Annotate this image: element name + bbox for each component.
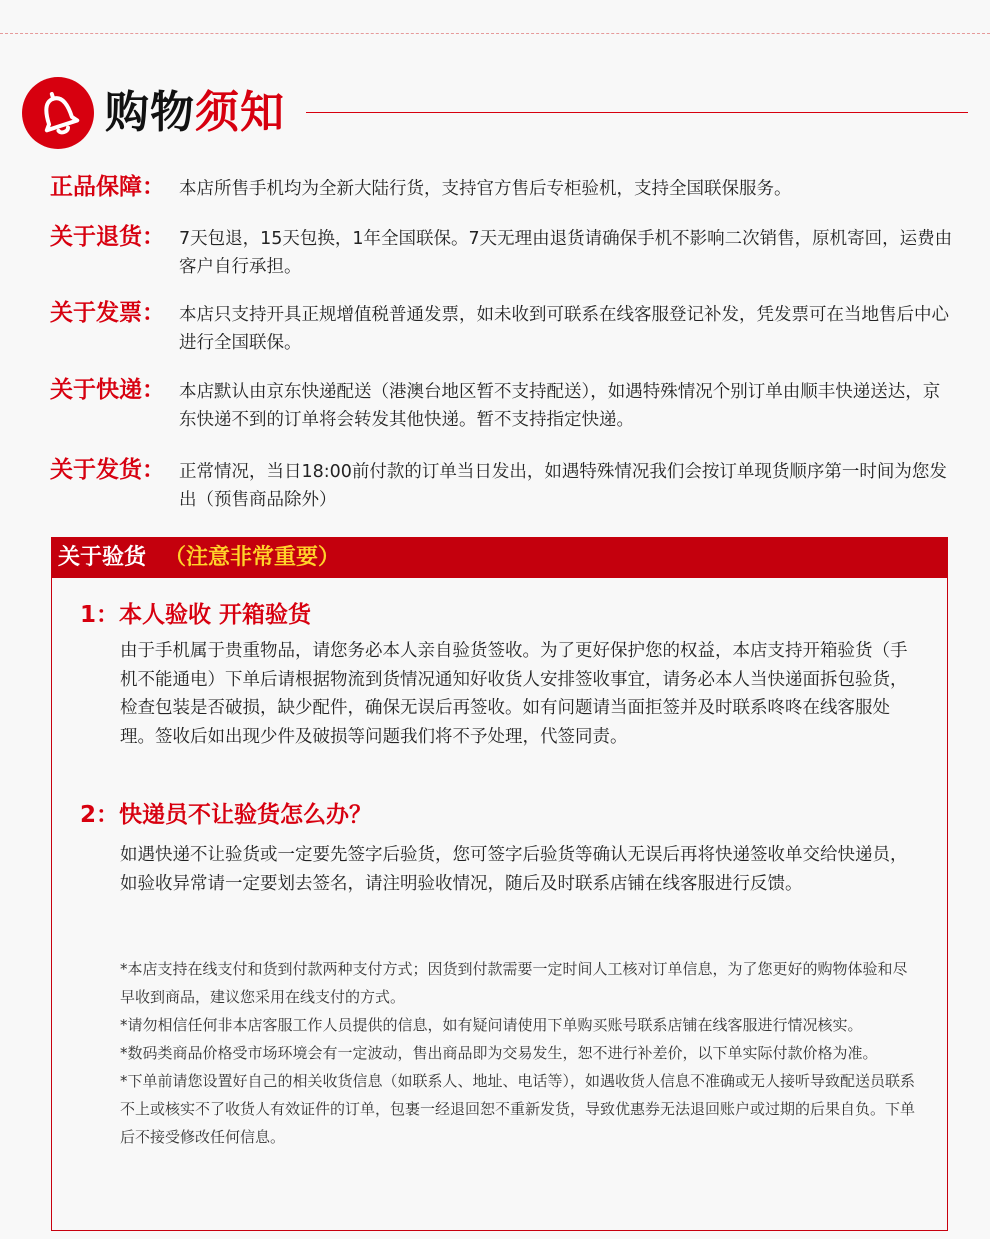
policy-text: 7天包退，15天包换，1年全国联保。7天无理由退货请确保手机不影响二次销售，原机寄回，运费由客户自行承担。 bbox=[179, 229, 953, 277]
inspection-heading: 关于验货 bbox=[58, 545, 147, 570]
title-black-part: 购物 bbox=[105, 87, 195, 138]
top-dashed-divider bbox=[0, 33, 990, 34]
policy-label: 关于发货： bbox=[50, 457, 165, 483]
policy-label: 关于发票： bbox=[50, 300, 165, 326]
policy-text: 正常情况，当日18:00前付款的订单当日发出，如遇特殊情况我们会按订单现货顺序第一时间为您发出（预售商品除外） bbox=[179, 462, 947, 510]
policy-label: 关于退货： bbox=[50, 224, 165, 250]
section-body-courier-refuses: 如遇快递不让验货或一定要先签字后验货，您可签字后验货等确认无误后再将快递签收单交给快递员，如验收异常请一定要划去签名，请注明验收情况，随后及时联系店铺在线客服进行反馈。 bbox=[120, 845, 908, 894]
policy-text: 本店所售手机均为全新大陆行货，支持官方售后专柜验机，支持全国联保服务。 bbox=[179, 179, 792, 199]
policy-label: 关于快递： bbox=[50, 377, 165, 403]
page-header bbox=[22, 77, 968, 149]
policy-label: 正品保障： bbox=[50, 174, 165, 200]
section-title-courier-refuses: 2：快递员不让验货怎么办？ bbox=[80, 802, 373, 828]
policy-text: 本店只支持开具正规增值税普通发票，如未收到可联系在线客服登记补发，凭发票可在当地售后中心进行全国联保。 bbox=[179, 305, 949, 353]
notes-list bbox=[120, 955, 922, 1151]
inspection-header-bar bbox=[52, 538, 947, 578]
title-red-part: 须知 bbox=[195, 87, 285, 138]
note-item: *下单前请您设置好自己的相关收货信息（如联系人、地址、电话等），如遇收货人信息不准确或无人接听导致配送员联系不上或核实不了收货人有效证件的订单，包裹一经退回恕不重新发货，导致优惠券无法退回账户或过期的后果自负。下单后不接受修改任何信息。 bbox=[120, 1072, 916, 1146]
bell-icon bbox=[22, 77, 94, 149]
inspection-panel bbox=[51, 537, 948, 1231]
note-item: *本店支持在线支付和货到付款两种支付方式；因货到付款需要一定时间人工核对订单信息，为了您更好的购物体验和尽早收到商品，建议您采用在线支付的方式。 bbox=[120, 960, 908, 1006]
section-body-self-inspection: 由于手机属于贵重物品，请您务必本人亲自验货签收。为了更好保护您的权益，本店支持开箱验货（手机不能通电）下单后请根据物流到货情况通知好收货人安排签收事宜，请务必本人当快递面拆包验货，检查包装是否破损，缺少配件，确保无误后再签收。如有问题请当面拒签并及时联系咚咚在线客服处理。签收后如出现少件及破损等问题我们将不予处理，代签同责。 bbox=[120, 641, 908, 747]
page-title bbox=[105, 85, 285, 141]
header-rule bbox=[306, 112, 968, 113]
note-item: *请勿相信任何非本店客服工作人员提供的信息，如有疑问请使用下单购买账号联系店铺在线客服进行情况核实。 bbox=[120, 1016, 863, 1034]
inspection-heading-note: （注意非常重要） bbox=[164, 545, 341, 570]
section-title-self-inspection: 1：本人验收 开箱验货 bbox=[80, 602, 312, 628]
note-item: *数码类商品价格受市场环境会有一定波动，售出商品即为交易发生，恕不进行补差价，以下单实际付款价格为准。 bbox=[120, 1044, 878, 1062]
policy-text: 本店默认由京东快递配送（港澳台地区暂不支持配送），如遇特殊情况个别订单由顺丰快递送达，京东快递不到的订单将会转发其他快递。暂不支持指定快递。 bbox=[179, 382, 941, 430]
